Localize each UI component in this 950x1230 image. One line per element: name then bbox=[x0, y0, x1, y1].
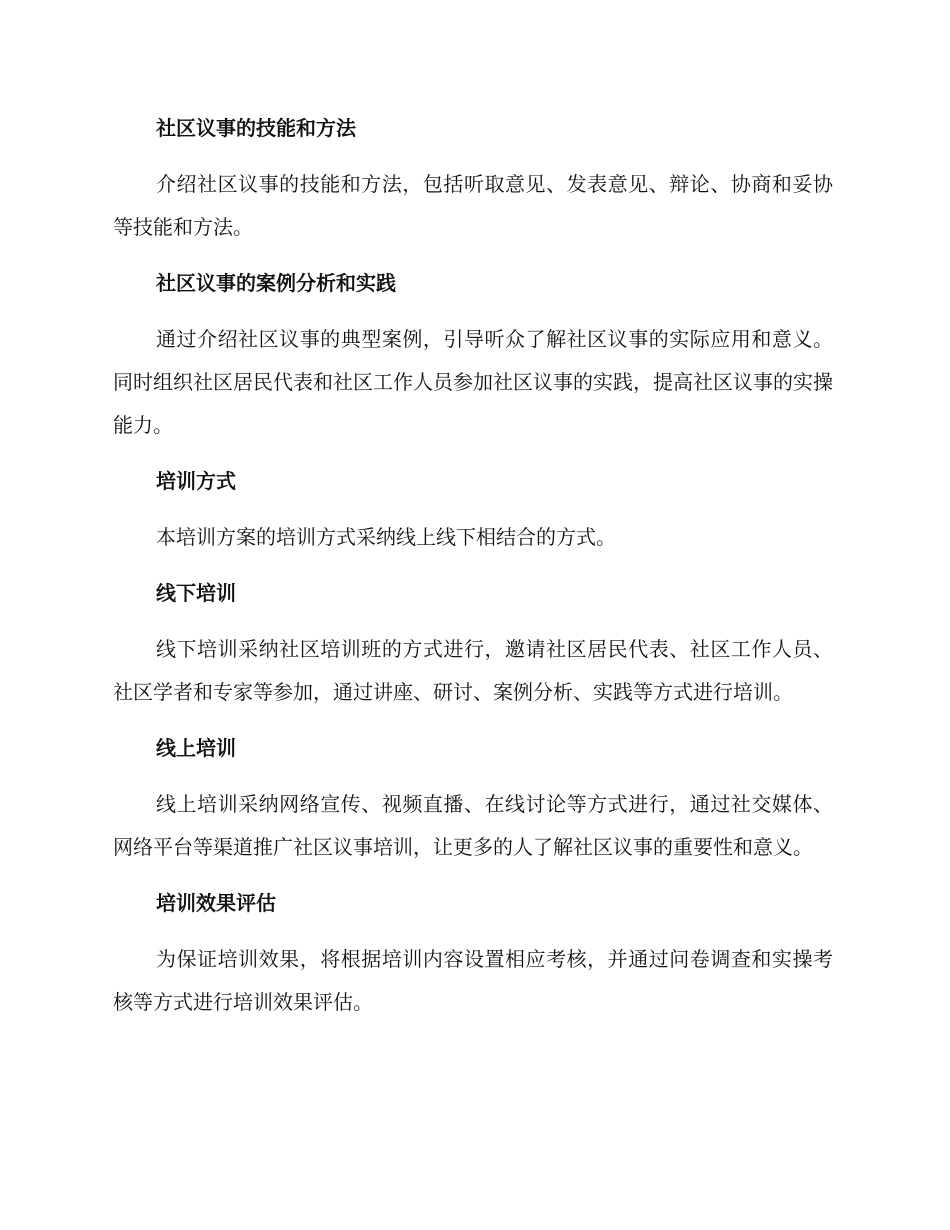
section-heading-case-practice: 社区议事的案例分析和实践 bbox=[156, 271, 396, 295]
section-body-skills-methods: 介绍社区议事的技能和方法，包括听取意见、发表意见、辩论、协商和妥协等技能和方法。 bbox=[113, 172, 833, 239]
section-heading-effect-evaluation: 培训效果评估 bbox=[156, 891, 276, 915]
section-heading-offline-training: 线下培训 bbox=[156, 581, 236, 605]
section-body-offline-training: 线下培训采纳社区培训班的方式进行，邀请社区居民代表、社区工作人员、社区学者和专家等参加，通过讲座、研讨、案例分析、实践等方式进行培训。 bbox=[113, 637, 833, 704]
section-heading-training-format: 培训方式 bbox=[156, 469, 236, 493]
section-body-training-format: 本培训方案的培训方式采纳线上线下相结合的方式。 bbox=[156, 525, 616, 549]
section-body-case-practice: 通过介绍社区议事的典型案例，引导听众了解社区议事的实际应用和意义。同时组织社区居民代表和社区工作人员参加社区议事的实践，提高社区议事的实操能力。 bbox=[113, 327, 833, 437]
section-heading-skills-methods: 社区议事的技能和方法 bbox=[156, 116, 356, 140]
section-heading-online-training: 线上培训 bbox=[156, 736, 236, 760]
section-body-online-training: 线上培训采纳网络宣传、视频直播、在线讨论等方式进行，通过社交媒体、网络平台等渠道推广社区议事培训，让更多的人了解社区议事的重要性和意义。 bbox=[113, 792, 833, 859]
section-body-effect-evaluation: 为保证培训效果，将根据培训内容设置相应考核，并通过问卷调查和实操考核等方式进行培训效果评估。 bbox=[113, 947, 833, 1014]
document-page bbox=[113, 108, 833, 1024]
